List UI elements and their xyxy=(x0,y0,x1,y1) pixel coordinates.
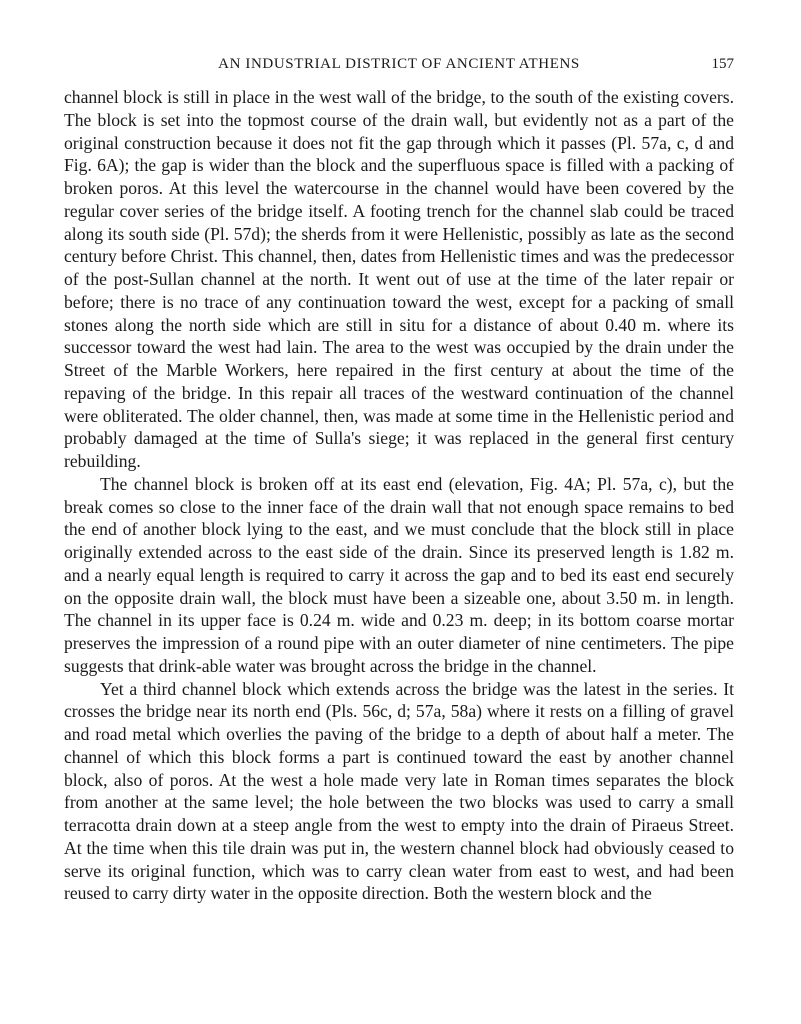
page-number: 157 xyxy=(711,56,734,72)
paragraph-2: The channel block is broken off at its east end (elevation, Fig. 4A; Pl. 57a, c), but the break comes so close to the inner face of the drain wall that not enough space remains to bed the end of another block lying to the east, and we must conclude that the block still in place originally extended across to the east side of the drain. Since its preserved length is 1.82 m. and a nearly equal length is required to carry it across the gap and to bed its east end securely on the opposite drain wall, the block must have been a sizeable one, about 3.50 m. in length. The channel in its upper face is 0.24 m. wide and 0.23 m. deep; in its bottom coarse mortar preserves the impression of a round pipe with an outer diameter of nine centimeters. The pipe suggests that drink-able water was brought across the bridge in the channel. xyxy=(64,473,734,676)
paragraph-3: Yet a third channel block which extends across the bridge was the latest in the series. It crosses the bridge near its north end (Pls. 56c, d; 57a, 58a) where it rests on a filling of gravel and road metal which overlies the paving of the bridge to a depth of about half a meter. The channel of which this block forms a part is continued toward the east by another channel block, also of poros. At the west a hole made very late in Roman times separates the block from another at the same level; the hole between the two blocks was used to carry a small terracotta drain down at a steep angle from the west to empty into the drain of Piraeus Street. At the time when this tile drain was put in, the western channel block had obviously ceased to serve its original function, which was to carry clean water from east to west, and had been reused to carry dirty water in the opposite direction. Both the western block and the xyxy=(64,678,734,904)
page xyxy=(64,52,734,905)
paragraph-1: channel block is still in place in the west wall of the bridge, to the south of the existing covers. The block is set into the topmost course of the drain wall, but evidently not as a part of the original construction because it does not fit the gap through which it passes (Pl. 57a, c, d and Fig. 6A); the gap is wider than the block and the superfluous space is filled with a packing of broken poros. At this level the watercourse in the channel would have been covered by the regular cover series of the bridge itself. A footing trench for the channel slab could be traced along its south side (Pl. 57d); the sherds from it were Hellenistic, possibly as late as the second century before Christ. This channel, then, dates from Hellenistic times and was the predecessor of the post-Sullan channel at the north. It went out of use at the time of the later repair or before; there is no trace of any continuation toward the west, except for a packing of small stones along the north side which are still in situ for a distance of about 0.40 m. where its successor toward the west had lain. The area to the west was occupied by the drain under the Street of the Marble Workers, here repaired in the first century at about the time of the repaving of the bridge. In this repair all traces of the westward continuation of the channel were obliterated. The older channel, then, was made at some time in the Hellenistic period and probably damaged at the time of Sulla's siege; it was replaced in the general first century rebuilding. xyxy=(64,87,734,471)
running-title: AN INDUSTRIAL DISTRICT OF ANCIENT ATHENS xyxy=(218,56,580,72)
body-text xyxy=(64,86,734,905)
running-head xyxy=(64,52,734,80)
